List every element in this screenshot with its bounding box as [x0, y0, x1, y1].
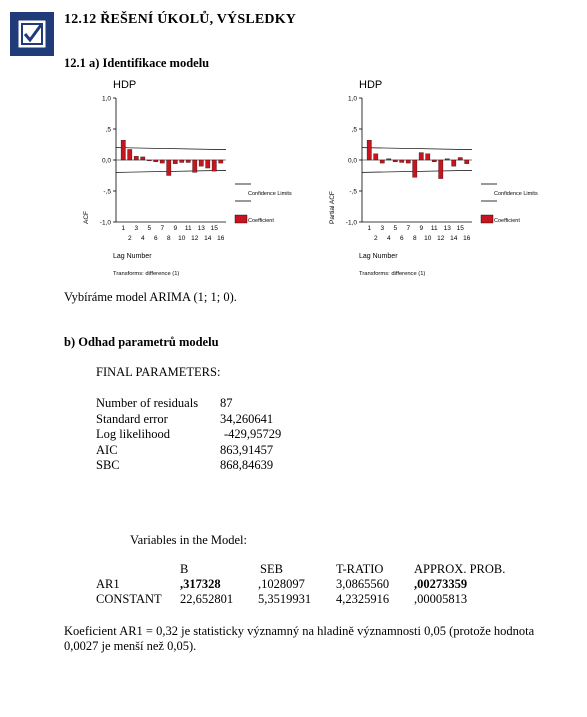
model-choice-text: Vybíráme model ARIMA (1; 1; 0).	[64, 290, 237, 304]
legend-coefficient-label: Coefficient	[248, 218, 274, 224]
coefficient-bar	[374, 154, 378, 160]
coefficient-bar	[413, 160, 417, 177]
coefficient-bar	[465, 160, 469, 164]
acf-chart-svg	[80, 74, 292, 284]
coefficient-bar	[206, 160, 210, 168]
y-tick-label: -,5	[349, 188, 357, 196]
coefficient-bar	[380, 160, 384, 163]
x-tick-label: 10	[424, 235, 432, 242]
x-tick-label: 11	[430, 225, 438, 232]
chart-caption: Transforms: difference (1)	[359, 271, 426, 277]
y-tick-label: ,5	[351, 126, 357, 134]
coefficient-bar	[452, 160, 456, 166]
table-header: T-RATIO	[336, 562, 384, 576]
coefficient-bar	[439, 160, 443, 179]
y-tick-label: 0,0	[101, 157, 111, 165]
coefficient-bar	[426, 154, 430, 160]
param-label: Standard error	[96, 411, 168, 426]
coefficient-bar	[180, 160, 184, 162]
y-tick-label: -1,0	[99, 219, 111, 227]
table-header: B	[180, 562, 189, 576]
checkbox-logo-icon	[10, 12, 54, 56]
coefficient-bar	[406, 160, 410, 163]
coefficient-bar	[199, 160, 203, 166]
coefficient-bar	[134, 156, 138, 160]
coefficient-bar	[193, 160, 197, 172]
x-tick-label: 7	[160, 225, 165, 232]
coefficient-bar	[154, 160, 158, 162]
upper-confidence-limit	[362, 148, 472, 150]
coefficient-bar	[173, 160, 177, 164]
y-tick-label: -,5	[103, 188, 111, 196]
pacf-chart	[326, 74, 556, 284]
x-tick-label: 15	[210, 225, 218, 232]
chart-title: HDP	[113, 79, 137, 91]
coefficient-bar	[367, 140, 371, 160]
chart-title: HDP	[359, 79, 383, 91]
x-tick-label: 3	[380, 225, 385, 232]
table-cell: ,1028097	[258, 577, 305, 591]
y-axis-label: Partial ACF	[329, 191, 336, 224]
param-value: -429,95729	[224, 427, 282, 441]
x-tick-label: 12	[191, 235, 199, 242]
coefficient-bar	[141, 157, 145, 160]
x-tick-label: 4	[386, 235, 391, 242]
x-tick-label: 16	[217, 235, 225, 242]
table-cell: 22,652801	[180, 592, 234, 606]
x-axis-label: Lag Number	[359, 253, 398, 260]
upper-confidence-limit	[116, 148, 226, 150]
coefficient-bar	[419, 153, 423, 160]
x-tick-label: 9	[173, 225, 178, 232]
chart-caption: Transforms: difference (1)	[113, 271, 180, 277]
coefficient-bar	[128, 149, 132, 160]
y-tick-label: 1,0	[101, 95, 111, 103]
x-tick-label: 16	[463, 235, 471, 242]
table-row-label: CONSTANT	[96, 592, 162, 606]
param-label: SBC	[96, 458, 120, 472]
table-cell: 4,2325916	[336, 592, 390, 606]
x-tick-label: 1	[367, 225, 372, 232]
x-tick-label: 6	[153, 235, 158, 242]
conclusion-line-2: 0,0027 je menší než 0,05).	[64, 639, 197, 653]
legend-confidence-label: Confidence Limits	[494, 191, 538, 197]
y-tick-label: 1,0	[347, 95, 357, 103]
x-tick-label: 5	[393, 225, 398, 232]
table-cell: ,317328	[180, 577, 221, 591]
param-value: 868,84639	[220, 458, 274, 472]
x-tick-label: 15	[456, 225, 464, 232]
legend-coefficient-swatch	[481, 215, 493, 223]
param-label: Log likelihood	[96, 427, 170, 441]
x-tick-label: 11	[184, 225, 192, 232]
coefficient-bar	[219, 160, 223, 163]
x-tick-label: 3	[134, 225, 139, 232]
x-tick-label: 6	[399, 235, 404, 242]
table-header: SEB	[260, 562, 283, 576]
subsection-title: 12.1 a) Identifikace modelu	[64, 56, 210, 70]
x-tick-label: 14	[204, 235, 212, 242]
x-tick-label: 5	[147, 225, 152, 232]
x-tick-label: 8	[166, 235, 171, 242]
coefficient-bar	[445, 159, 449, 160]
x-tick-label: 4	[140, 235, 145, 242]
coefficient-bar	[400, 160, 404, 162]
x-tick-label: 8	[412, 235, 417, 242]
coefficient-bar	[458, 158, 462, 160]
legend-coefficient-swatch	[235, 215, 247, 223]
x-tick-label: 2	[373, 235, 378, 242]
coefficient-bar	[387, 159, 391, 160]
y-axis-label: ACF	[83, 211, 90, 224]
x-tick-label: 13	[443, 225, 451, 232]
x-tick-label: 10	[178, 235, 186, 242]
x-tick-label: 7	[406, 225, 411, 232]
param-value: 863,91457	[220, 442, 274, 457]
coefficient-bar	[121, 140, 125, 160]
param-label: Number of residuals	[96, 396, 199, 410]
table-cell: 3,0865560	[336, 577, 390, 591]
legend-coefficient-label: Coefficient	[494, 218, 520, 224]
x-tick-label: 9	[419, 225, 424, 232]
x-tick-label: 1	[121, 225, 126, 232]
pacf-chart-svg	[326, 74, 556, 284]
coefficient-bar	[186, 160, 190, 162]
y-tick-label: -1,0	[345, 219, 357, 227]
table-cell: 5,3519931	[258, 592, 312, 606]
coefficient-bar	[432, 160, 436, 162]
param-label: AIC	[96, 442, 118, 457]
coefficient-bar	[167, 160, 171, 176]
coefficient-bar	[147, 160, 151, 161]
conclusion-line-1: Koeficient AR1 = 0,32 je statisticky významný na hladině významnosti 0,05 (protože hodnota	[64, 624, 535, 638]
acf-chart	[80, 74, 292, 284]
x-tick-label: 14	[450, 235, 458, 242]
subsection-b-title: b) Odhad parametrů modelu	[64, 335, 219, 349]
x-tick-label: 2	[127, 235, 132, 242]
final-parameters-title: FINAL PARAMETERS:	[96, 365, 221, 379]
y-tick-label: ,5	[105, 126, 111, 134]
variables-title: Variables in the Model:	[130, 533, 247, 547]
table-header: APPROX. PROB.	[414, 562, 506, 576]
coefficient-bar	[212, 160, 216, 171]
y-tick-label: 0,0	[347, 157, 357, 165]
coefficient-bar	[393, 160, 397, 162]
table-row-label: AR1	[96, 577, 120, 591]
param-value: 34,260641	[220, 411, 274, 426]
x-tick-label: 12	[437, 235, 445, 242]
coefficient-bar	[160, 160, 164, 163]
legend-confidence-label: Confidence Limits	[248, 191, 292, 197]
x-axis-label: Lag Number	[113, 253, 152, 260]
param-value: 87	[220, 396, 233, 410]
table-cell: ,00005813	[414, 592, 468, 606]
x-tick-label: 13	[197, 225, 205, 232]
section-title: 12.12 ŘEŠENÍ ÚKOLŮ, VÝSLEDKY	[64, 12, 297, 27]
table-cell: ,00273359	[414, 577, 468, 591]
